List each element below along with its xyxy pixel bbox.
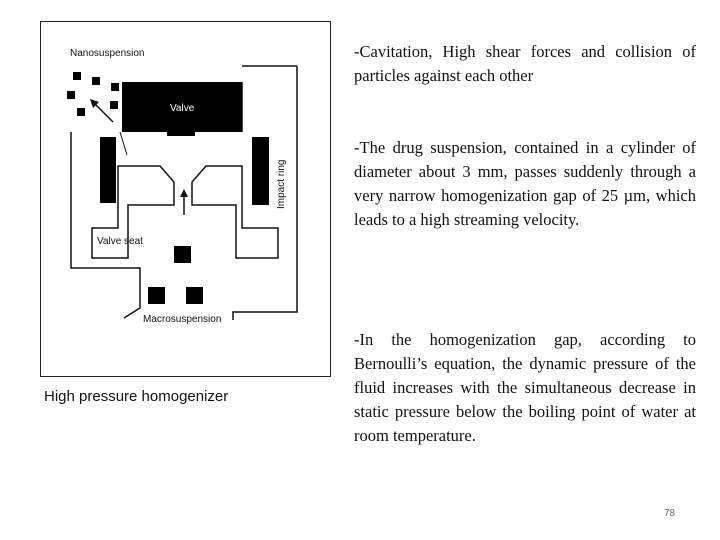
nanoparticle — [77, 108, 85, 116]
paragraph-bernoulli: -In the homogenization gap, according to Bernoulli’s equation, the dynamic pressure of the fluid increases with the simultaneous decrease in static pressure below the boiling point of water at room temperature. — [354, 329, 696, 445]
impact-ring-right — [252, 137, 269, 205]
macroparticle — [148, 287, 165, 304]
nanoparticle — [67, 91, 75, 99]
nanoparticle — [110, 101, 118, 109]
macrosuspension-label: Macrosuspension — [143, 314, 222, 325]
nanoparticle — [111, 83, 119, 91]
page-number: 78 — [664, 508, 676, 519]
diagram-caption: High pressure homogenizer — [44, 388, 229, 405]
valve-label: Valve — [170, 103, 195, 114]
homogenizer-diagram — [38, 18, 334, 380]
nanosuspension-label: Nanosuspension — [70, 48, 145, 59]
nanoparticle — [92, 77, 100, 85]
valve-seat-label: Valve seat — [97, 236, 143, 247]
macroparticle — [174, 246, 191, 263]
flow-arrow-out — [90, 99, 113, 122]
macroparticle — [186, 287, 203, 304]
paragraph-cavitation: -Cavitation, High shear forces and collision of particles against each other — [354, 41, 696, 85]
valve-stem — [167, 132, 195, 136]
macroparticles — [148, 246, 203, 304]
flow-arrow-up — [180, 189, 188, 215]
impact-ring-label: Impact ring — [276, 159, 287, 209]
gap-line — [120, 132, 127, 155]
paragraph-drug-suspension: -The drug suspension, contained in a cylinder of diameter about 3 mm, passes suddenly through a very narrow homogenization gap of 25 µm, which leads to a high streaming velocity. — [354, 137, 696, 229]
nanoparticle — [73, 72, 81, 80]
impact-ring-left — [100, 137, 116, 203]
nanoparticles — [67, 72, 119, 116]
